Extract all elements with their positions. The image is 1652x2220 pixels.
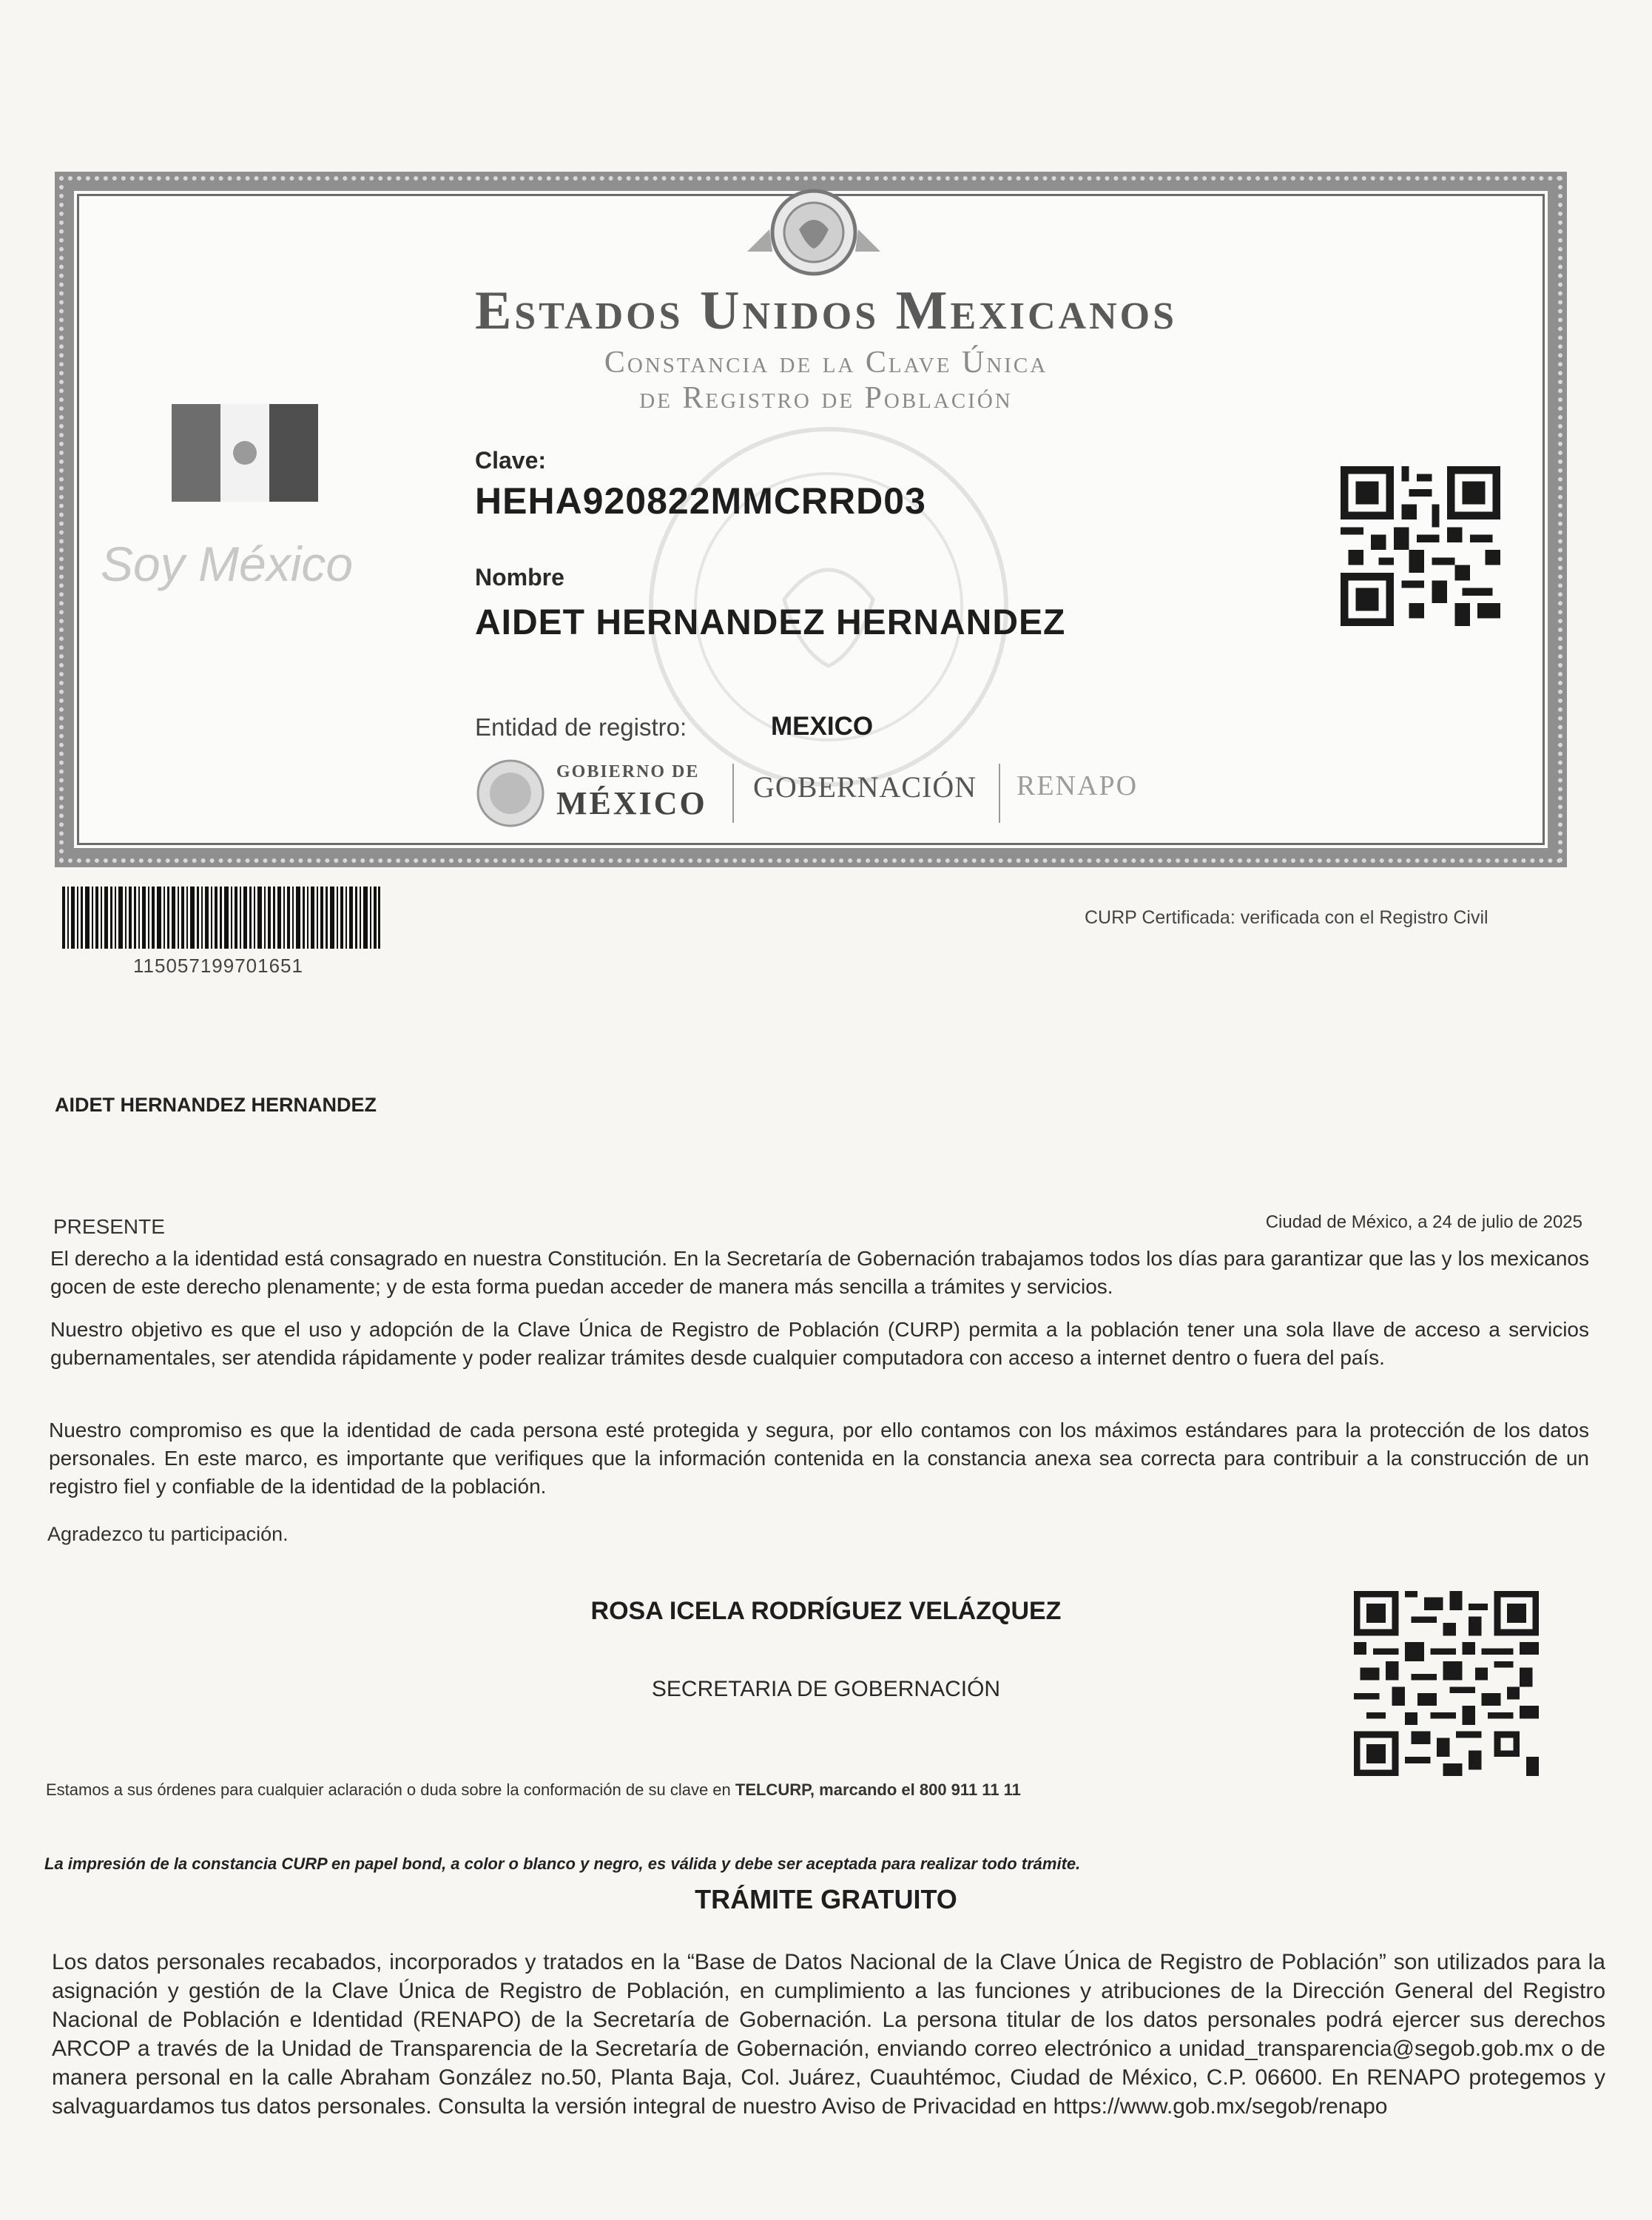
document-subtitle-line2: de Registro de Población — [639, 381, 1013, 415]
paragraph-objective: Nuestro objetivo es que el uso y adopción de la Clave Única de Registro de Población (CURP) permita a la población tener una sola llave de acceso a servicios gubernamentales, ser atendida rápidamente y poder realizar trámites desde cualquier computadora con acceso a internet dentro o fuera del país. — [50, 1318, 1589, 1369]
closing: Agradezco tu participación. — [47, 1523, 289, 1545]
paragraph-commitment: Nuestro compromiso es que la identidad de cada persona esté protegida y segura, por ello contamos con los máximos estándares para la protección de los datos personales. En este marco, es importante que verifiques que la información contenida en la constancia anexa sea correcta para contribuir a la construcción de un registro fiel y confiable de la identidad de la población. — [49, 1419, 1589, 1498]
contact-line — [46, 1780, 1021, 1800]
soy-mexico-brand: Soy México — [101, 536, 354, 591]
document-subtitle-line1: Constancia de la Clave Única — [604, 346, 1048, 380]
entidad-label: Entidad de registro: — [475, 713, 687, 741]
mexico-logo-text: MÉXICO — [556, 785, 707, 821]
signer-title: SECRETARIA DE GOBERNACIÓN — [651, 1677, 1001, 1701]
contact-text: Estamos a sus órdenes para cualquier aclaración o duda sobre la conformación de su clave en — [46, 1780, 735, 1799]
gobierno-seal-icon — [475, 758, 546, 829]
clave-label: Clave: — [475, 447, 547, 474]
nombre-value: AIDET HERNANDEZ HERNANDEZ — [475, 603, 1066, 642]
recipient-name: AIDET HERNANDEZ HERNANDEZ — [55, 1094, 377, 1116]
paragraph-identity: El derecho a la identidad está consagrado en nuestra Constitución. En la Secretaría de Gobernación trabajamos todos los días para garantizar que las y los mexicanos gocen de este derecho plenamente; y de esta forma puedan acceder de manera más sencilla a trámites y servicios. — [50, 1247, 1589, 1298]
privacy-notice: Los datos personales recabados, incorporados y tratados en la “Base de Datos Nacional de la Clave Única de Registro de Población” son utilizados para la asignación y gestión de la Clave Única de Registro de Población, en cumplimiento a las funciones y atribuciones de la Dirección General del Registro Nacional de Población e Identidad (RENAPO) de la Secretaría de Gobernación. La persona titular de los datos personales podrá ejercer sus derechos ARCOP a través de la Unidad de Transparencia de la Secretaría de Gobernación, enviando correo electrónico a unidad_transparencia@segob.gob.mx o de manera personal en la calle Abraham González no.50, Planta Baja, Col. Juárez, Cuauhtémoc, Ciudad de México, C.P. 06600. En RENAPO protegemos y salvaguardamos tus datos personales. Consulta la versión integral de nuestro Aviso de Privacidad en https://www.gob.mx/segob/renapo — [52, 1950, 1605, 2119]
gobernacion-logo-text: GOBERNACIÓN — [753, 770, 977, 804]
national-seal-icon — [740, 178, 888, 281]
curp-certification-note: CURP Certificada: verificada con el Registro Civil — [1085, 907, 1489, 928]
tramite-gratuito: TRÁMITE GRATUITO — [695, 1884, 957, 1914]
document-title: Estados Unidos Mexicanos — [474, 280, 1178, 341]
qr-code-icon — [1341, 466, 1500, 626]
entidad-value: MEXICO — [771, 712, 874, 741]
signature-qr-code-icon — [1354, 1591, 1539, 1776]
telcurp-phone: TELCURP, marcando el 800 911 11 11 — [735, 1780, 1021, 1799]
barcode-number: 115057199701651 — [133, 955, 303, 977]
barcode-icon — [62, 887, 380, 949]
mexico-flag-icon — [172, 404, 318, 502]
logo-divider — [999, 764, 1000, 823]
gobierno-de-logo-text: GOBIERNO DE — [556, 762, 700, 781]
signer-name: ROSA ICELA RODRÍGUEZ VELÁZQUEZ — [590, 1597, 1062, 1625]
salutation: PRESENTE — [53, 1215, 165, 1238]
renapo-logo-text: RENAPO — [1017, 770, 1139, 801]
nombre-label: Nombre — [475, 564, 564, 591]
logo-divider — [732, 764, 734, 823]
letter-date: Ciudad de México, a 24 de julio de 2025 — [1265, 1212, 1582, 1232]
validity-notice: La impresión de la constancia CURP en papel bond, a color o blanco y negro, es válida y debe ser aceptada para realizar todo trámite. — [44, 1854, 1081, 1873]
clave-value: HEHA920822MMCRRD03 — [475, 480, 926, 522]
